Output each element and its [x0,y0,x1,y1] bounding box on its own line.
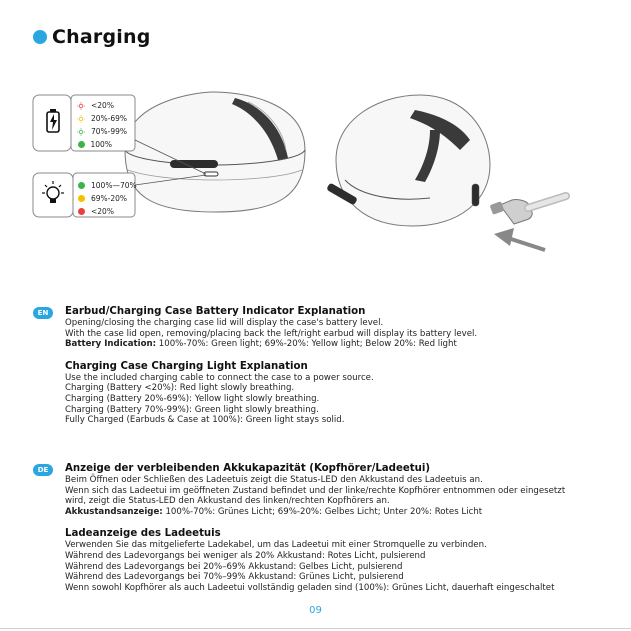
en-heading-battery-indicator: Earbud/Charging Case Battery Indicator Explanation [65,306,366,317]
charging-case-angled-illustration [326,95,490,226]
de-paragraph-line: Beim Öffnen oder Schließen des Ladeetuis zeigt die Status-LED den Akkustand des Ladeetuis an. [65,475,483,485]
en-paragraph-line: Opening/closing the charging case lid will display the case's battery level. [65,318,384,328]
en-heading-charging-light: Charging Case Charging Light Explanation [65,360,308,372]
de-heading-charging-light: Ladeanzeige des Ladeetuis [65,528,221,540]
legend-item [77,99,127,112]
legend-label: 20%-69% [91,114,128,123]
legend-blinking-list [77,99,127,151]
de-battery-indication-line [65,507,565,518]
legend-label: 100%—70% [91,181,137,190]
charging-case-closed-illustration [125,92,305,212]
en-paragraph-line: Charging (Battery 70%-99%): Green light slowly breathing. [65,404,319,415]
legend-item [77,112,127,125]
green-dot-icon [78,182,85,189]
en-paragraph-line: Charging (Battery 20%-69%): Yellow light slowly breathing. [65,393,320,404]
de-paragraph-line: Während des Ladevorgangs bei weniger als 20% Akkustand: Rotes Licht, pulsierend [65,550,426,561]
de-indicator-label: Akkustandsanzeige: [65,506,163,517]
battery-icon [33,95,71,151]
de-paragraph-line: Während des Ladevorgangs bei 20%–69% Akkustand: Gelbes Licht, pulsierend [65,561,403,572]
de-paragraph-line: Wenn sich das Ladeetui im geöffneten Zustand befindet und der linke/rechte Kopfhörer entnommen oder eingesetzt [65,485,566,496]
en-paragraph-line: Fully Charged (Earbuds & Case at 100%): Green light stays solid. [65,415,345,426]
legend-item [78,192,137,205]
de-paragraph-line: Während des Ladevorgangs bei 70%–99% Akkustand: Grünes Licht, pulsierend [65,572,404,583]
legend-item [78,179,137,192]
de-paragraph-line: Verwenden Sie das mitgelieferte Ladekabel, um das Ladeetui mit einer Stromquelle zu verbinden. [65,540,487,551]
language-badge-en: EN [33,307,53,319]
legend-label: <20% [91,207,114,216]
de-paragraph-line: Wenn sowohl Kopfhörer als auch Ladeetui vollständig geladen sind (100%): Grünes Licht, dauerhaft eingeschaltet [65,582,555,593]
de-indicator-text: 100%-70%: Grünes Licht; 69%-20%: Gelbes Licht; Unter 20%: Rotes Licht [162,506,483,517]
en-paragraph-line: Charging (Battery <20%): Red light slowly breathing. [65,383,295,394]
de-paragraph-line: wird, zeigt die Status-LED den Akkustand des linken/rechten Kopfhörers an. [65,496,390,507]
legend-item [77,125,127,138]
yellow-blink-icon [77,115,85,123]
en-paragraph-line: Use the included charging cable to connect the case to a power source. [65,372,374,383]
plug-in-arrow-icon [494,228,545,250]
red-dot-icon [78,208,85,215]
de-heading-battery-indicator: Anzeige der verbleibenden Akkukapazität (Kopfhörer/Ladeetui) [65,463,431,474]
footer-divider [0,628,631,629]
page-header [33,26,151,48]
legend-battery-level-list [78,179,137,218]
page-number: 09 [309,605,322,616]
en-indicator-label: Battery Indication: [65,339,157,350]
en-indicator-text: 100%-70%: Green light; 69%-20%: Yellow light; Below 20%: Red light [156,339,457,350]
light-indicator-icon [33,173,73,217]
legend-label: 100% [90,140,112,149]
de-section [65,462,565,593]
green-blink-icon [77,128,85,136]
yellow-dot-icon [78,195,85,202]
language-badge-de: DE [33,464,53,476]
page-title: Charging [52,26,151,48]
usb-c-cable-illustration [490,196,566,224]
en-section [65,305,477,426]
red-blink-icon [77,102,85,110]
legend-label: 69%-20% [91,194,128,203]
en-paragraph-line: With the case lid open, removing/placing back the left/right earbud will display its battery level. [65,328,478,339]
legend-item [77,138,127,151]
legend-label: <20% [91,101,114,110]
en-battery-indication-line [65,339,477,350]
green-solid-dot-icon [78,141,85,148]
legend-item [78,205,137,218]
title-bullet-icon [33,30,47,44]
legend-label: 70%-99% [91,127,128,136]
